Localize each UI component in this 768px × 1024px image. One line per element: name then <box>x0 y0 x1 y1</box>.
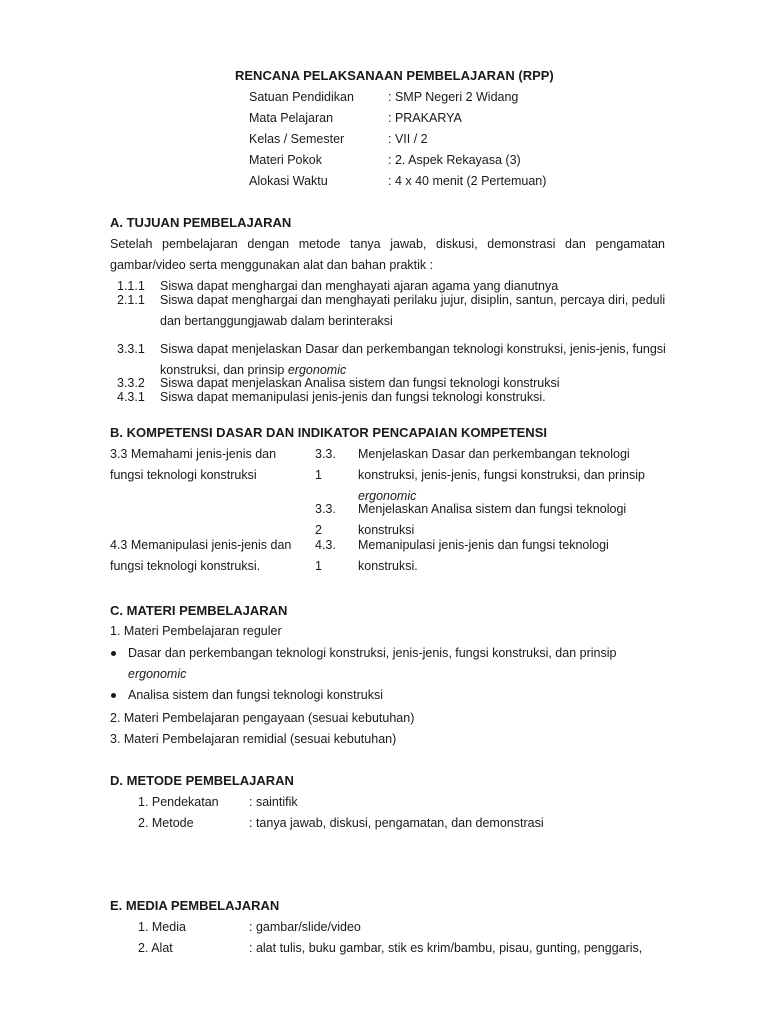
metode-value: : saintifik <box>249 795 298 809</box>
identity-value: : VII / 2 <box>388 132 428 146</box>
indicator-number: 3.3. <box>315 447 336 461</box>
bullet-icon <box>111 693 116 698</box>
goal-text-continued <box>160 363 346 377</box>
identity-value: : PRAKARYA <box>388 111 462 125</box>
goal-text-part: konstruksi, dan prinsip <box>160 363 285 377</box>
indicator-text-italic: ergonomic <box>358 489 417 503</box>
metode-value: : tanya jawab, diskusi, pengamatan, dan demonstrasi <box>249 816 544 830</box>
indicator-text: konstruksi. <box>358 559 418 573</box>
media-value: : gambar/slide/video <box>249 920 361 934</box>
document-title: RENCANA PELAKSANAAN PEMBELAJARAN (RPP) <box>235 68 554 83</box>
materi-item: 2. Materi Pembelajaran pengayaan (sesuai kebutuhan) <box>110 711 415 725</box>
media-value: : alat tulis, buku gambar, stik es krim/bambu, pisau, gunting, penggaris, <box>249 941 643 955</box>
metode-label: 1. Pendekatan <box>138 795 219 809</box>
goal-number: 3.3.1 <box>117 342 145 356</box>
section-a-heading: A. TUJUAN PEMBELAJARAN <box>110 215 292 230</box>
identity-value: : 4 x 40 menit (2 Pertemuan) <box>388 174 547 188</box>
identity-label: Alokasi Waktu <box>249 174 328 188</box>
materi-item: 1. Materi Pembelajaran reguler <box>110 624 282 638</box>
metode-label: 2. Metode <box>138 816 194 830</box>
section-a-intro-line2: gambar/video serta menggunakan alat dan bahan praktik : <box>110 258 434 272</box>
goal-text: Siswa dapat menjelaskan Analisa sistem dan fungsi teknologi konstruksi <box>160 376 560 390</box>
indicator-number: 4.3. <box>315 538 336 552</box>
section-c-heading: C. MATERI PEMBELAJARAN <box>110 603 288 618</box>
indicator-text: konstruksi, jenis-jenis, fungsi konstruksi, dan prinsip <box>358 468 645 482</box>
indicator-text: Menjelaskan Dasar dan perkembangan teknologi <box>358 447 630 461</box>
identity-label: Mata Pelajaran <box>249 111 334 125</box>
bullet-icon <box>111 651 116 656</box>
kd-text: 4.3 Memanipulasi jenis-jenis dan <box>110 538 292 552</box>
identity-value: : SMP Negeri 2 Widang <box>388 90 519 104</box>
goal-text: Siswa dapat memanipulasi jenis-jenis dan fungsi teknologi konstruksi. <box>160 390 546 404</box>
indicator-text: konstruksi <box>358 523 415 537</box>
goal-text-italic: ergonomic <box>287 363 347 377</box>
goal-text: Siswa dapat menghargai dan menghayati perilaku jujur, disiplin, santun, percaya diri, peduli <box>160 293 666 307</box>
goal-number: 3.3.2 <box>117 376 145 390</box>
materi-bullet-text-italic: ergonomic <box>128 667 187 681</box>
goal-number: 1.1.1 <box>117 279 145 293</box>
kd-text: 3.3 Memahami jenis-jenis dan <box>110 447 277 461</box>
kd-text: fungsi teknologi konstruksi. <box>110 559 261 573</box>
media-label: 1. Media <box>138 920 186 934</box>
materi-item: 3. Materi Pembelajaran remidial (sesuai kebutuhan) <box>110 732 397 746</box>
materi-bullet-text: Analisa sistem dan fungsi teknologi konstruksi <box>128 688 383 702</box>
goal-number: 4.3.1 <box>117 390 145 404</box>
materi-bullet-text: Dasar dan perkembangan teknologi konstruksi, jenis-jenis, fungsi konstruksi, dan prinsip <box>128 646 617 660</box>
indicator-number: 1 <box>315 468 322 482</box>
goal-text: Siswa dapat menghargai dan menghayati ajaran agama yang dianutnya <box>160 279 559 293</box>
goal-text-continued: dan bertanggungjawab dalam berinteraksi <box>160 314 393 328</box>
indicator-text: Memanipulasi jenis-jenis dan fungsi teknologi <box>358 538 609 552</box>
identity-value: : 2. Aspek Rekayasa (3) <box>388 153 521 167</box>
section-a-intro-line1: Setelah pembelajaran dengan metode tanya jawab, diskusi, demonstrasi dan pengamatan <box>110 237 665 251</box>
section-d-heading: D. METODE PEMBELAJARAN <box>110 773 294 788</box>
section-b-heading: B. KOMPETENSI DASAR DAN INDIKATOR PENCAPAIAN KOMPETENSI <box>110 425 547 440</box>
identity-label: Satuan Pendidikan <box>249 90 354 104</box>
media-label: 2. Alat <box>138 941 173 955</box>
identity-label: Materi Pokok <box>249 153 322 167</box>
section-e-heading: E. MEDIA PEMBELAJARAN <box>110 898 280 913</box>
indicator-number: 2 <box>315 523 322 537</box>
indicator-number: 3.3. <box>315 502 336 516</box>
indicator-text: Menjelaskan Analisa sistem dan fungsi teknologi <box>358 502 627 516</box>
goal-text: Siswa dapat menjelaskan Dasar dan perkembangan teknologi konstruksi, jenis-jenis, fungsi <box>160 342 666 356</box>
kd-text: fungsi teknologi konstruksi <box>110 468 257 482</box>
identity-label: Kelas / Semester <box>249 132 345 146</box>
indicator-number: 1 <box>315 559 322 573</box>
goal-number: 2.1.1 <box>117 293 145 307</box>
